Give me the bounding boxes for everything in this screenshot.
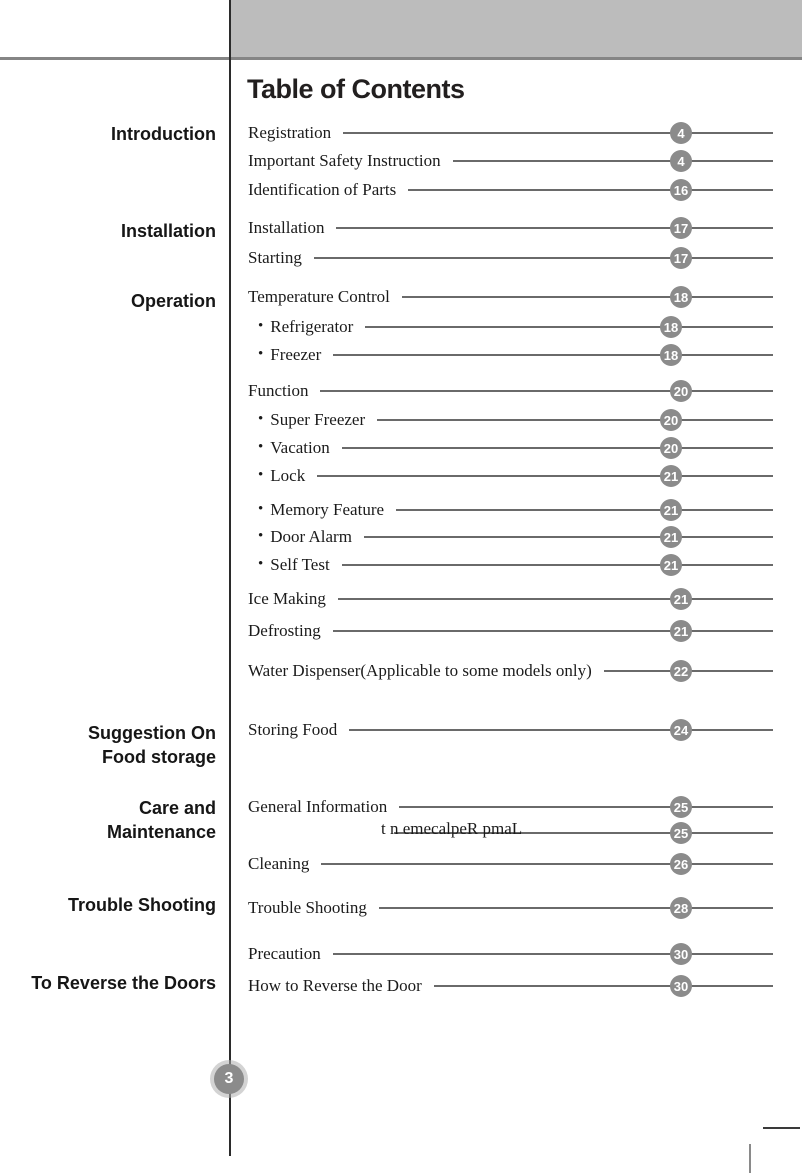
leader-line	[365, 326, 773, 328]
toc-entry	[248, 894, 773, 922]
section-label-line: To Reverse the Doors	[31, 973, 216, 993]
toc-entry	[248, 617, 773, 645]
toc-entry-label: Memory Feature	[270, 500, 385, 519]
bullet-icon: •	[258, 466, 264, 483]
leader-line	[364, 536, 773, 538]
toc-entry	[248, 940, 773, 968]
toc-entry	[248, 716, 773, 744]
page-number-badge: 20	[670, 380, 692, 402]
section-label	[0, 721, 216, 769]
toc-entry-label: Temperature Control	[248, 287, 390, 306]
column-divider	[229, 0, 231, 1156]
page-number-badge: 21	[670, 588, 692, 610]
toc-entry-label: Registration	[248, 123, 332, 142]
section-label	[0, 289, 216, 313]
toc-entry	[248, 496, 773, 524]
page-number-badge: 25	[670, 822, 692, 844]
page-number-badge: 20	[660, 409, 682, 431]
section-label	[0, 122, 216, 146]
page-number-badge: 17	[670, 217, 692, 239]
leader-line	[321, 863, 773, 865]
toc-entry	[248, 283, 773, 311]
section-label-line: Operation	[130, 291, 216, 311]
bullet-icon: •	[258, 500, 264, 517]
toc-entry-label: How to Reverse the Door	[248, 976, 422, 995]
section-label-line: Suggestion On	[88, 723, 216, 743]
section-label-line: Installation	[120, 221, 216, 241]
leader-line	[379, 907, 773, 909]
toc-entry-label: Function	[248, 381, 309, 400]
page-number-text: 3	[224, 1070, 234, 1087]
toc-entry	[248, 341, 773, 369]
page-number-badge: 16	[670, 179, 692, 201]
toc-entry	[248, 147, 773, 175]
page-number-badge: 17	[670, 247, 692, 269]
page-number-badge: 20	[660, 437, 682, 459]
page-number-badge: 21	[670, 620, 692, 642]
leader-line	[317, 475, 773, 477]
leader-line	[343, 132, 773, 134]
leader-line	[314, 257, 773, 259]
toc-entry	[248, 377, 773, 405]
section-label-line: Maintenance	[106, 822, 216, 842]
toc-entry-label: Trouble Shooting	[248, 898, 367, 917]
toc-entry-label: Ice Making	[248, 589, 326, 608]
toc-entry	[248, 214, 773, 242]
section-label-line: Food storage	[101, 747, 216, 767]
toc-entry-label: t n emecalpeR pmaL	[381, 819, 523, 838]
toc-entry	[248, 972, 773, 1000]
toc-entry-label: Vacation	[270, 438, 330, 457]
toc-entry-label: Identification of Parts	[248, 180, 397, 199]
page-number-badge: 21	[660, 554, 682, 576]
leader-line	[338, 598, 773, 600]
toc-entry	[248, 434, 773, 462]
toc-entry-label: Super Freezer	[270, 410, 366, 429]
toc-entry	[248, 119, 773, 147]
leader-line	[342, 564, 773, 566]
leader-line	[333, 354, 773, 356]
header-bar	[231, 0, 802, 57]
horizontal-rule	[0, 57, 802, 60]
toc-entry	[248, 793, 773, 821]
leader-line	[399, 806, 773, 808]
page-number-badge: 21	[660, 465, 682, 487]
toc-entry	[248, 244, 773, 272]
toc-entry-label: Door Alarm	[270, 527, 352, 546]
toc-entry-label: Refrigerator	[270, 317, 354, 336]
toc-entry-label: Lock	[270, 466, 306, 485]
toc-entry-label: Precaution	[248, 944, 321, 963]
bullet-icon: •	[258, 555, 264, 572]
page-number-indicator	[214, 1064, 244, 1094]
toc-entry-label: Cleaning	[248, 854, 310, 873]
leader-line	[434, 985, 773, 987]
toc-entry	[248, 313, 773, 341]
bullet-icon: •	[258, 345, 264, 362]
toc-entry	[248, 523, 773, 551]
page-number-badge: 30	[670, 975, 692, 997]
page-number-badge: 4	[670, 150, 692, 172]
leader-line	[402, 296, 773, 298]
toc-entry-label: General Information	[248, 797, 388, 816]
toc-entry	[248, 657, 773, 685]
toc-entry	[248, 462, 773, 490]
bullet-icon: •	[258, 527, 264, 544]
section-label-line: Trouble Shooting	[68, 895, 216, 915]
section-label-line: Care and	[138, 798, 216, 818]
toc-entry	[248, 406, 773, 434]
page-number-badge: 21	[660, 526, 682, 548]
leader-line	[396, 509, 773, 511]
page-number-badge: 24	[670, 719, 692, 741]
toc-entry-label: Important Safety Instruction	[248, 151, 441, 170]
leader-line	[408, 189, 773, 191]
section-label	[0, 796, 216, 844]
page-number-badge: 4	[670, 122, 692, 144]
toc-entry	[248, 585, 773, 613]
bullet-icon: •	[258, 317, 264, 334]
section-label-line: Introduction	[111, 124, 216, 144]
leader-line	[336, 227, 773, 229]
leader-line	[320, 390, 773, 392]
section-label	[0, 893, 216, 917]
page-number-badge: 18	[660, 344, 682, 366]
crop-mark-horizontal	[763, 1127, 800, 1129]
toc-entry-label: Installation	[248, 218, 325, 237]
toc-entry-label: Starting	[248, 248, 302, 267]
leader-line	[377, 419, 773, 421]
page-title: Table of Contents	[247, 74, 465, 104]
toc-entry-label: Storing Food	[248, 720, 338, 739]
page-number-badge: 18	[660, 316, 682, 338]
toc-entry	[248, 176, 773, 204]
toc-entry	[248, 850, 773, 878]
bullet-icon: •	[258, 410, 264, 427]
toc-entry-label: Defrosting	[248, 621, 321, 640]
section-label	[0, 971, 216, 995]
leader-line	[349, 729, 773, 731]
page-number-badge: 30	[670, 943, 692, 965]
page-number-badge: 21	[660, 499, 682, 521]
bullet-icon: •	[258, 438, 264, 455]
page-number-badge: 18	[670, 286, 692, 308]
leader-line	[333, 953, 773, 955]
toc-entry-label: Self Test	[270, 555, 330, 574]
page-number-badge: 26	[670, 853, 692, 875]
toc-entry	[248, 551, 773, 579]
leader-line	[342, 447, 773, 449]
crop-mark-vertical	[749, 1144, 751, 1173]
toc-entry	[248, 819, 773, 847]
section-label	[0, 219, 216, 243]
leader-line	[333, 630, 773, 632]
leader-line	[453, 160, 773, 162]
toc-entry-label: Water Dispenser(Applicable to some models only)	[248, 661, 592, 680]
page-number-badge: 28	[670, 897, 692, 919]
page-number-badge: 22	[670, 660, 692, 682]
page-number-badge: 25	[670, 796, 692, 818]
toc-entry-label: Freezer	[270, 345, 322, 364]
